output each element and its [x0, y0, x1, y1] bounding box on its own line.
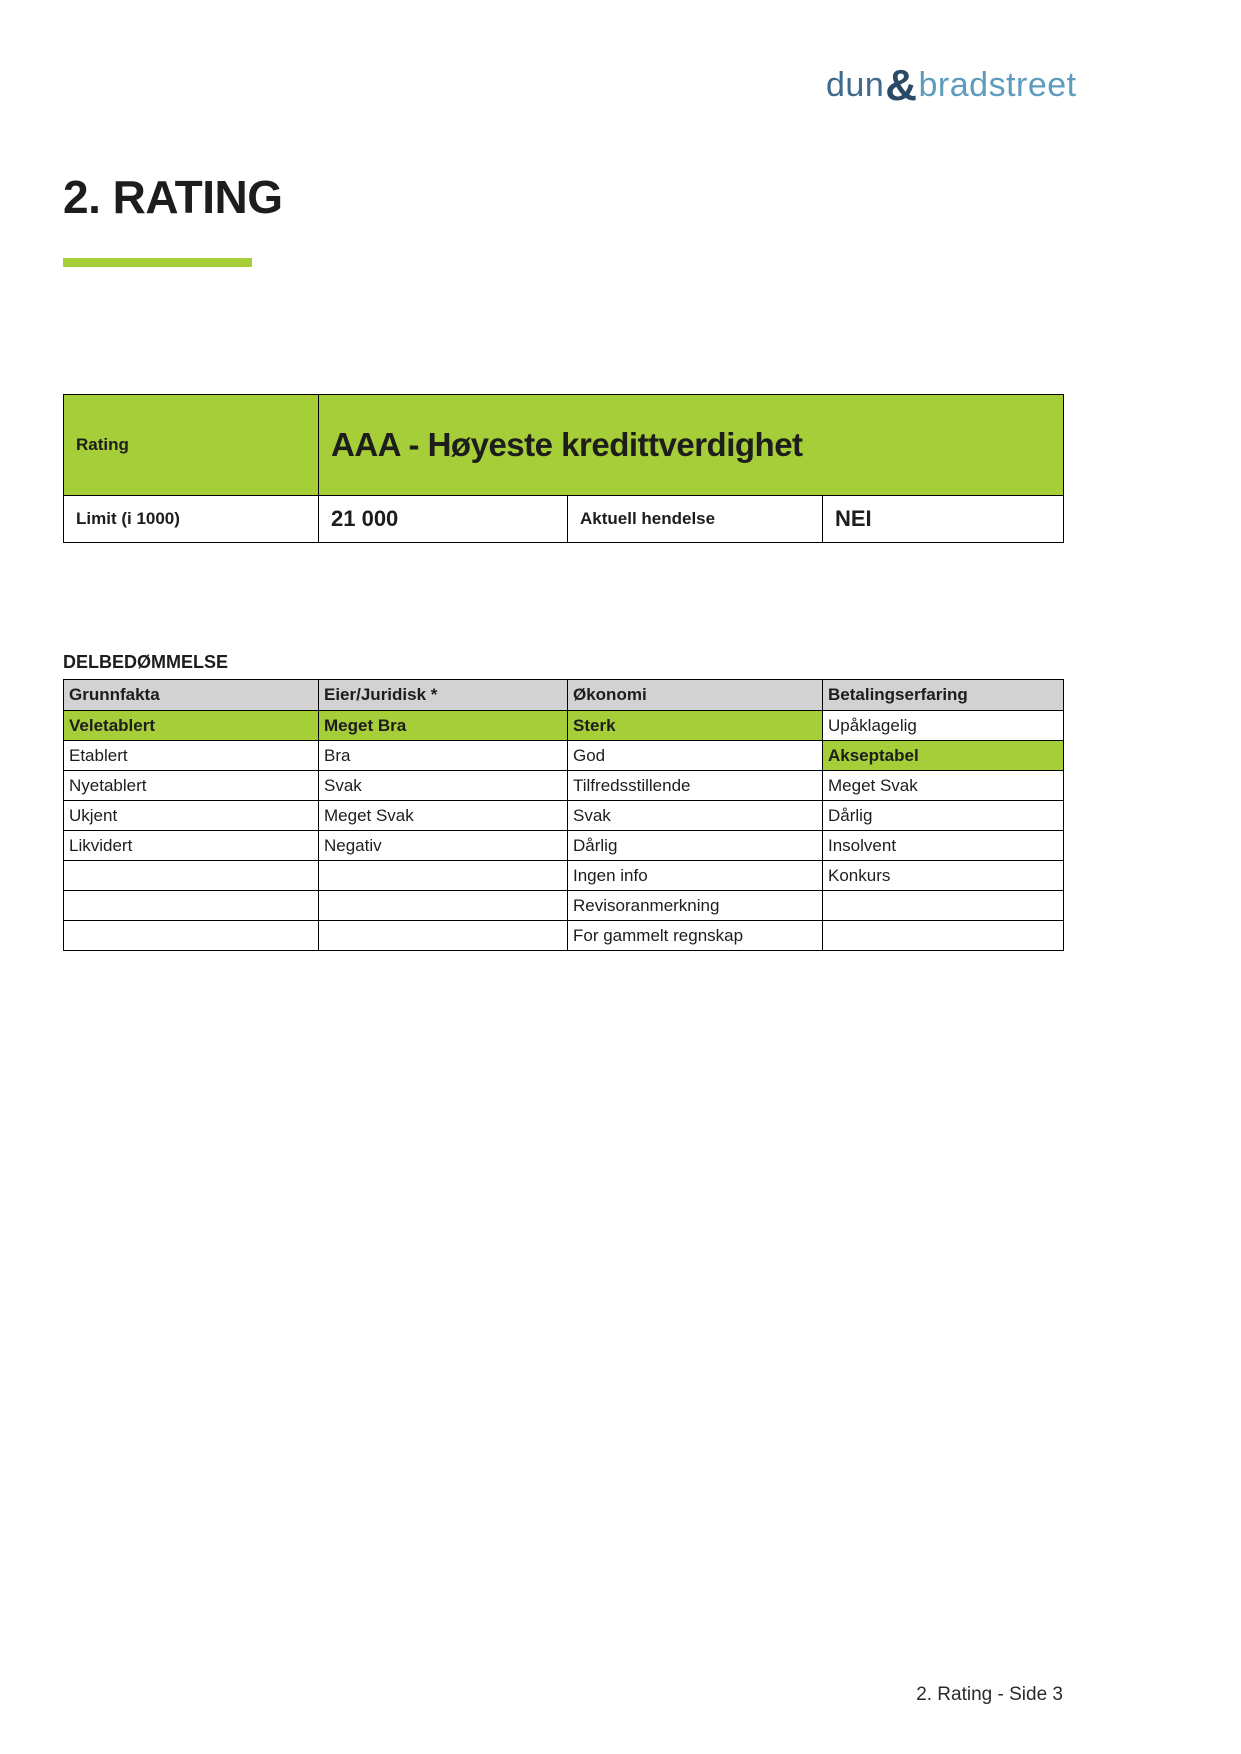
table-row	[64, 861, 1064, 891]
rating-value: AAA - Høyeste kredittverdighet	[319, 395, 1064, 496]
assessment-cell: Upåklagelig	[823, 711, 1064, 741]
table-row	[64, 831, 1064, 861]
assessment-cell: Negativ	[319, 831, 568, 861]
assessment-cell: Likvidert	[64, 831, 319, 861]
table-row	[64, 711, 1064, 741]
assessment-cell: Dårlig	[568, 831, 823, 861]
assessment-cell	[823, 921, 1064, 951]
assessment-cell: Etablert	[64, 741, 319, 771]
limit-value: 21 000	[319, 496, 568, 543]
table-row	[64, 771, 1064, 801]
assessment-table	[63, 679, 1064, 951]
assessment-cell	[64, 921, 319, 951]
assessment-cell: Tilfredsstillende	[568, 771, 823, 801]
current-event-value: NEI	[823, 496, 1064, 543]
assessment-cell: Svak	[568, 801, 823, 831]
dun-bradstreet-logo: dun & bradstreet	[826, 61, 1077, 110]
assessment-cell: Meget Svak	[319, 801, 568, 831]
assessment-cell: Meget Bra	[319, 711, 568, 741]
logo-text-bradstreet: bradstreet	[918, 66, 1077, 104]
assessment-cell: Ingen info	[568, 861, 823, 891]
rating-summary-table	[63, 394, 1064, 543]
assessment-cell: Akseptabel	[823, 741, 1064, 771]
assessment-cell: Svak	[319, 771, 568, 801]
assessment-cell: For gammelt regnskap	[568, 921, 823, 951]
assessment-cell: Ukjent	[64, 801, 319, 831]
page-footer: 2. Rating - Side 3	[916, 1684, 1063, 1705]
limit-label: Limit (i 1000)	[64, 496, 319, 543]
logo-text-dun: dun	[826, 66, 885, 104]
assessment-cell: Sterk	[568, 711, 823, 741]
assessment-cell	[823, 891, 1064, 921]
table-row	[64, 801, 1064, 831]
column-header-betalingserfaring: Betalingserfaring	[823, 680, 1064, 711]
table-row	[64, 891, 1064, 921]
assessment-cell	[64, 861, 319, 891]
column-header-eier-juridisk: Eier/Juridisk *	[319, 680, 568, 711]
assessment-cell	[319, 921, 568, 951]
rating-label: Rating	[64, 395, 319, 496]
assessment-cell: Revisoranmerkning	[568, 891, 823, 921]
assessment-cell: Nyetablert	[64, 771, 319, 801]
heading-underline	[63, 258, 252, 267]
assessment-cell	[319, 861, 568, 891]
assessment-cell: Dårlig	[823, 801, 1064, 831]
column-header-okonomi: Økonomi	[568, 680, 823, 711]
assessment-cell	[319, 891, 568, 921]
section-title-delbedommelse: DELBEDØMMELSE	[63, 652, 229, 672]
page-title: 2. RATING	[63, 171, 283, 223]
column-header-grunnfakta: Grunnfakta	[64, 680, 319, 711]
assessment-cell: Insolvent	[823, 831, 1064, 861]
assessment-cell: God	[568, 741, 823, 771]
table-row	[64, 741, 1064, 771]
current-event-label: Aktuell hendelse	[568, 496, 823, 543]
assessment-cell: Konkurs	[823, 861, 1064, 891]
assessment-cell: Bra	[319, 741, 568, 771]
assessment-cell: Veletablert	[64, 711, 319, 741]
assessment-cell	[64, 891, 319, 921]
table-header-row	[64, 680, 1064, 711]
assessment-cell: Meget Svak	[823, 771, 1064, 801]
table-row	[64, 921, 1064, 951]
